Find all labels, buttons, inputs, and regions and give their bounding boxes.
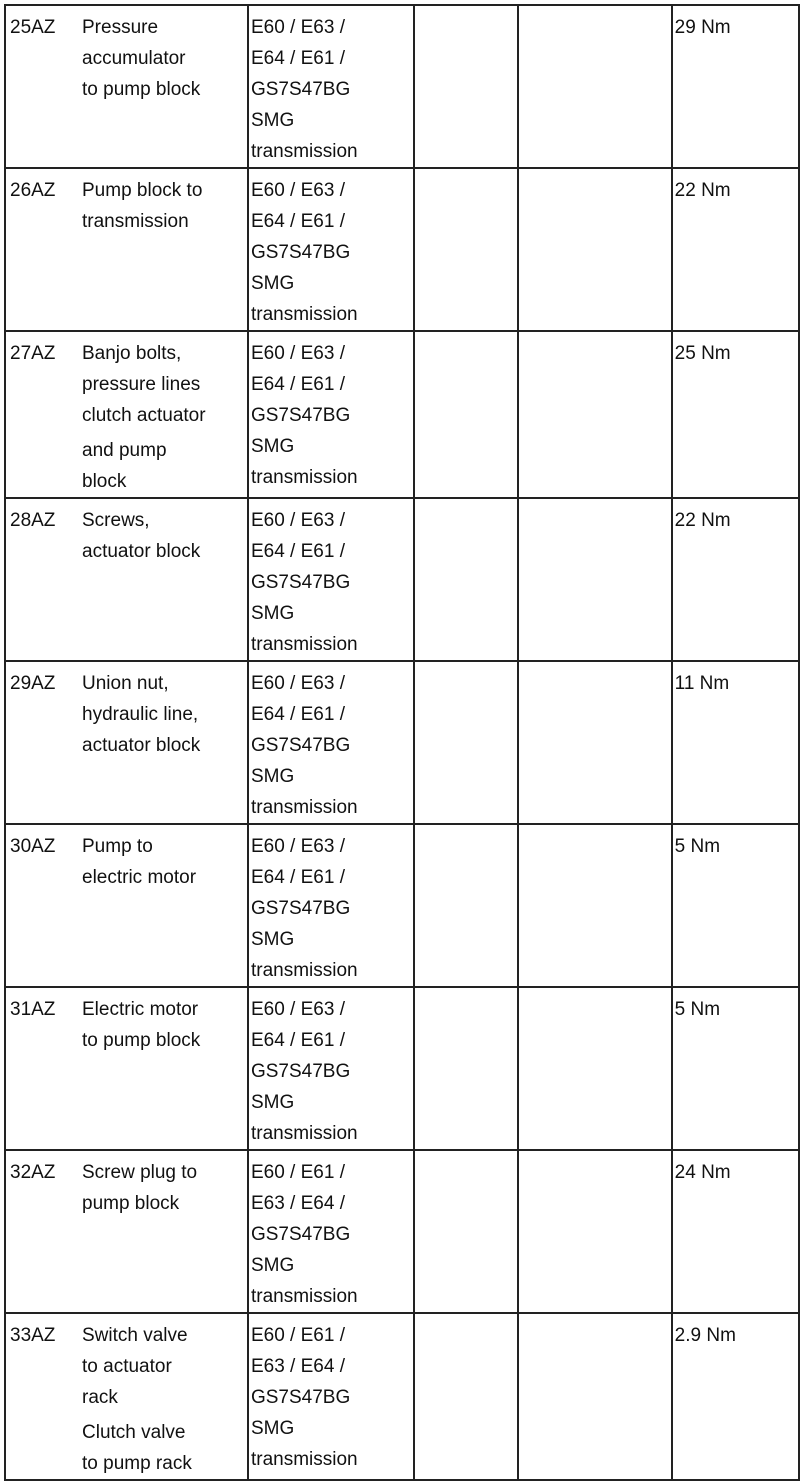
- model-cell: [248, 1313, 414, 1480]
- empty-cell: [414, 1313, 518, 1480]
- empty-cell: [414, 824, 518, 987]
- description-line: and pump: [82, 440, 167, 461]
- torque-value: 11 Nm: [674, 673, 730, 694]
- model-line: transmission: [250, 467, 358, 488]
- model-line: GS7S47BG: [250, 405, 351, 426]
- description-line: Electric motor: [82, 999, 199, 1020]
- model-line: SMG: [250, 929, 295, 950]
- description-line: Pump block to: [82, 180, 203, 201]
- model-line: E64 / E61 /: [250, 541, 345, 562]
- torque-value: 22 Nm: [674, 180, 731, 201]
- model-line: E60 / E61 /: [250, 1325, 345, 1346]
- description-line: Switch valve: [82, 1325, 188, 1346]
- model-line: E64 / E61 /: [250, 704, 345, 725]
- empty-cell: [518, 1313, 672, 1480]
- item-description: [82, 505, 244, 567]
- table-row: [5, 168, 799, 331]
- torque-cell: [672, 824, 799, 987]
- description-line: to actuator: [82, 1356, 172, 1377]
- model-line: GS7S47BG: [250, 898, 351, 919]
- empty-cell: [518, 5, 672, 168]
- description-cell: [5, 5, 248, 168]
- table-row: [5, 1313, 799, 1480]
- item-code: 28AZ: [10, 510, 56, 531]
- empty-cell: [518, 824, 672, 987]
- empty-cell: [518, 661, 672, 824]
- model-line: E63 / E64 /: [250, 1356, 345, 1377]
- table-row: [5, 5, 799, 168]
- description-line: electric motor: [82, 867, 197, 888]
- torque-cell: [672, 331, 799, 498]
- torque-cell: [672, 661, 799, 824]
- description-line: Pressure: [82, 17, 159, 38]
- description-cell: [5, 987, 248, 1150]
- description-line: Screws,: [82, 510, 150, 531]
- description-line: transmission: [82, 211, 189, 232]
- table-row: [5, 987, 799, 1150]
- description-line: Union nut,: [82, 673, 169, 694]
- table-row: [5, 1150, 799, 1313]
- model-cell: [248, 661, 414, 824]
- model-cell: [248, 824, 414, 987]
- model-line: E60 / E63 /: [250, 836, 345, 857]
- model-line: E64 / E61 /: [250, 374, 345, 395]
- item-code: 27AZ: [10, 343, 56, 364]
- item-description: [82, 1320, 244, 1479]
- model-cell: [248, 1150, 414, 1313]
- model-line: E64 / E61 /: [250, 48, 345, 69]
- item-description: [82, 338, 244, 497]
- model-cell: [248, 5, 414, 168]
- description-cell: [5, 1313, 248, 1480]
- empty-cell: [414, 987, 518, 1150]
- description-line: Clutch valve: [82, 1422, 186, 1443]
- description-line: actuator block: [82, 541, 201, 562]
- item-code: 25AZ: [10, 17, 56, 38]
- model-line: E64 / E61 /: [250, 1030, 345, 1051]
- torque-value: 25 Nm: [674, 343, 731, 364]
- description-line: accumulator: [82, 48, 186, 69]
- model-line: E60 / E63 /: [250, 180, 345, 201]
- empty-cell: [518, 1150, 672, 1313]
- description-line: rack: [82, 1387, 118, 1408]
- description-line: pump block: [82, 1193, 180, 1214]
- torque-specification-table: [4, 4, 800, 1481]
- description-line: Screw plug to: [82, 1162, 198, 1183]
- description-line: clutch actuator: [82, 405, 206, 426]
- description-cell: [5, 661, 248, 824]
- empty-cell: [414, 661, 518, 824]
- empty-cell: [518, 331, 672, 498]
- model-line: transmission: [250, 797, 358, 818]
- empty-cell: [518, 498, 672, 661]
- description-line: hydraulic line,: [82, 704, 199, 725]
- model-line: SMG: [250, 766, 295, 787]
- model-line: transmission: [250, 1449, 358, 1470]
- model-line: SMG: [250, 1418, 295, 1439]
- model-line: transmission: [250, 141, 358, 162]
- item-description: [82, 831, 244, 893]
- empty-cell: [414, 498, 518, 661]
- model-line: SMG: [250, 110, 295, 131]
- model-line: E63 / E64 /: [250, 1193, 345, 1214]
- model-line: E60 / E63 /: [250, 673, 345, 694]
- description-cell: [5, 331, 248, 498]
- model-cell: [248, 331, 414, 498]
- torque-cell: [672, 1313, 799, 1480]
- model-line: E64 / E61 /: [250, 211, 345, 232]
- item-code: 30AZ: [10, 836, 56, 857]
- model-line: GS7S47BG: [250, 572, 351, 593]
- torque-cell: [672, 987, 799, 1150]
- model-line: GS7S47BG: [250, 1224, 351, 1245]
- model-cell: [248, 498, 414, 661]
- description-cell: [5, 168, 248, 331]
- item-description: [82, 668, 244, 761]
- item-code: 26AZ: [10, 180, 56, 201]
- model-line: E60 / E63 /: [250, 999, 345, 1020]
- description-cell: [5, 498, 248, 661]
- torque-cell: [672, 1150, 799, 1313]
- model-line: E60 / E61 /: [250, 1162, 345, 1183]
- torque-cell: [672, 498, 799, 661]
- torque-value: 29 Nm: [674, 17, 731, 38]
- description-line: actuator block: [82, 735, 201, 756]
- item-description: [82, 1157, 244, 1219]
- model-cell: [248, 168, 414, 331]
- model-cell: [248, 987, 414, 1150]
- model-line: SMG: [250, 1255, 295, 1276]
- torque-value: 2.9 Nm: [674, 1325, 736, 1346]
- item-code: 32AZ: [10, 1162, 56, 1183]
- model-line: E60 / E63 /: [250, 343, 345, 364]
- model-line: transmission: [250, 304, 358, 325]
- description-line: to pump block: [82, 1030, 201, 1051]
- model-line: GS7S47BG: [250, 79, 351, 100]
- table-row: [5, 498, 799, 661]
- description-line: pressure lines: [82, 374, 201, 395]
- table-row: [5, 331, 799, 498]
- model-line: transmission: [250, 634, 358, 655]
- description-line: Banjo bolts,: [82, 343, 182, 364]
- model-line: SMG: [250, 1092, 295, 1113]
- table-row: [5, 661, 799, 824]
- item-description: [82, 12, 244, 105]
- model-line: E60 / E63 /: [250, 510, 345, 531]
- item-code: 31AZ: [10, 999, 56, 1020]
- model-line: GS7S47BG: [250, 1387, 351, 1408]
- item-description: [82, 994, 244, 1056]
- model-line: transmission: [250, 960, 358, 981]
- torque-value: 5 Nm: [674, 836, 721, 857]
- table-body: [5, 5, 799, 1480]
- description-cell: [5, 824, 248, 987]
- empty-cell: [414, 5, 518, 168]
- model-line: GS7S47BG: [250, 735, 351, 756]
- torque-value: 24 Nm: [674, 1162, 731, 1183]
- item-description: [82, 175, 244, 237]
- item-code: 33AZ: [10, 1325, 56, 1346]
- description-line: to pump block: [82, 79, 201, 100]
- table-row: [5, 824, 799, 987]
- description-line: block: [82, 471, 127, 492]
- torque-cell: [672, 168, 799, 331]
- model-line: GS7S47BG: [250, 1061, 351, 1082]
- description-line: to pump rack: [82, 1453, 192, 1474]
- model-line: SMG: [250, 603, 295, 624]
- item-code: 29AZ: [10, 673, 56, 694]
- empty-cell: [414, 168, 518, 331]
- empty-cell: [518, 168, 672, 331]
- model-line: SMG: [250, 273, 295, 294]
- model-line: transmission: [250, 1123, 358, 1144]
- empty-cell: [518, 987, 672, 1150]
- description-cell: [5, 1150, 248, 1313]
- model-line: E60 / E63 /: [250, 17, 345, 38]
- model-line: GS7S47BG: [250, 242, 351, 263]
- model-line: SMG: [250, 436, 295, 457]
- model-line: transmission: [250, 1286, 358, 1307]
- empty-cell: [414, 1150, 518, 1313]
- torque-value: 22 Nm: [674, 510, 731, 531]
- torque-value: 5 Nm: [674, 999, 721, 1020]
- model-line: E64 / E61 /: [250, 867, 345, 888]
- empty-cell: [414, 331, 518, 498]
- torque-cell: [672, 5, 799, 168]
- description-line: Pump to: [82, 836, 153, 857]
